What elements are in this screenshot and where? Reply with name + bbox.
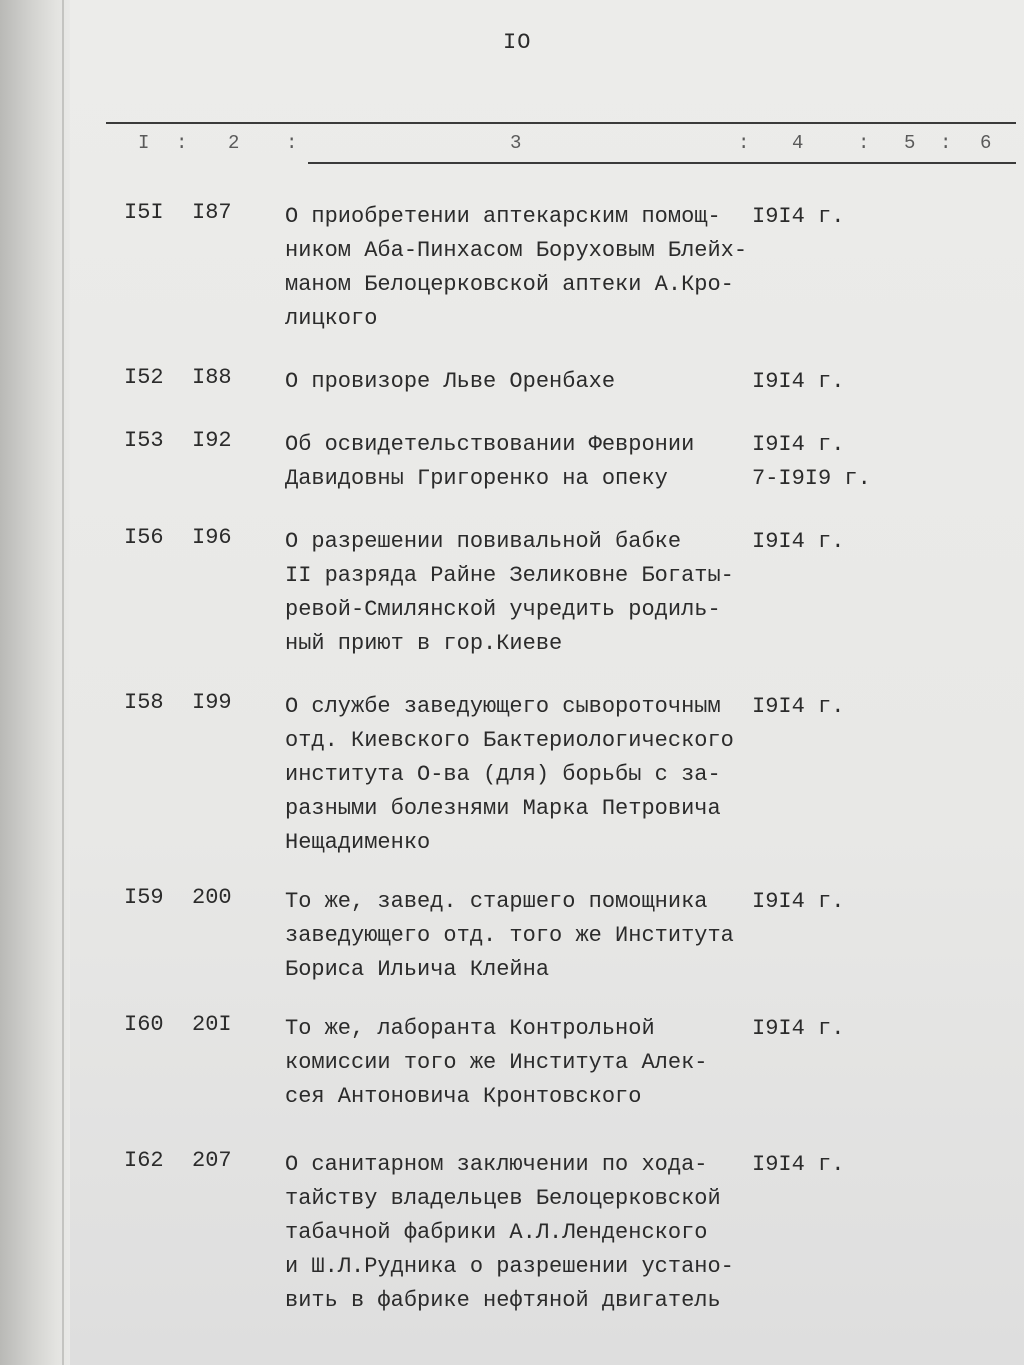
entry-title-line: и Ш.Л.Рудника о разрешении устано- (285, 1254, 734, 1279)
entry-number: I62 (124, 1148, 164, 1173)
entry-title (285, 690, 755, 860)
entry-dates (752, 365, 844, 399)
entry-title-line: То же, лаборанта Контрольной (285, 1016, 655, 1041)
entry-number: I5I (124, 200, 164, 225)
file-number: 200 (192, 885, 232, 910)
entry-title-line: Бориса Ильича Клейна (285, 957, 550, 982)
entry-title-line: тайству владельцев Белоцерковской (285, 1186, 721, 1211)
entry-date: I9I4 г. (752, 369, 845, 394)
entry-title (285, 1148, 755, 1318)
entry-title-line: лицкого (285, 306, 378, 331)
entry-title-line: разными болезнями Марка Петровича (285, 796, 721, 821)
entry-dates (752, 690, 844, 724)
entry-date: I9I4 г. (752, 204, 845, 229)
entry-title-line: О разрешении повивальной бабке (285, 529, 682, 554)
entry-title (285, 365, 755, 399)
entry-title-line: вить в фабрике нефтяной двигатель (285, 1288, 721, 1313)
entry-title-line: О приобретении аптекарским помощ- (285, 204, 721, 229)
entry-title-line: ником Аба-Пинхасом Боруховым Блейх- (285, 238, 748, 263)
entry-title-line: маном Белоцерковской аптеки А.Кро- (285, 272, 734, 297)
file-number: I99 (192, 690, 232, 715)
entry-number: I60 (124, 1012, 164, 1037)
book-spine-shadow (0, 0, 70, 1365)
entry-title-line: О санитарном заключении по хода- (285, 1152, 708, 1177)
header-sep: : (176, 132, 188, 154)
entry-title-line: Нещадименко (285, 830, 431, 855)
entry-dates (752, 200, 844, 234)
entry-title-line: института О-ва (для) борьбы с за- (285, 762, 721, 787)
entry-dates (752, 1148, 844, 1182)
entry-title-line: Давидовны Григоренко на опеку (285, 466, 668, 491)
entry-dates (752, 1012, 844, 1046)
entry-title-line: II разряда Райне Зеликовне Богаты- (285, 563, 734, 588)
header-sep: : (286, 132, 298, 154)
entry-title-line: табачной фабрики А.Л.Ленденского (285, 1220, 708, 1245)
entry-date: I9I4 г. (752, 1016, 845, 1041)
header-col-1: I (138, 132, 150, 154)
entry-dates (752, 885, 844, 919)
header-col-5: 5 (904, 132, 916, 154)
header-sep: : (858, 132, 870, 154)
entry-title (285, 885, 755, 987)
file-number: I92 (192, 428, 232, 453)
entry-title (285, 525, 755, 661)
entry-date: I9I4 г. (752, 432, 845, 457)
entry-date: I9I4 г. (752, 889, 845, 914)
header-bottom-rule (308, 162, 1016, 164)
entry-title-line: О службе заведующего сывороточным (285, 694, 721, 719)
file-number: 207 (192, 1148, 232, 1173)
header-col-3: 3 (510, 132, 522, 154)
entry-dates (752, 525, 844, 559)
entry-title (285, 200, 755, 336)
entry-title (285, 1012, 755, 1114)
file-number: 20I (192, 1012, 232, 1037)
header-top-rule (106, 122, 1016, 124)
entry-title-line: сея Антоновича Кронтовского (285, 1084, 642, 1109)
entry-date: I9I4 г. (752, 1152, 845, 1177)
header-col-6: 6 (980, 132, 992, 154)
entry-number: I58 (124, 690, 164, 715)
header-sep: : (940, 132, 952, 154)
entry-date: 7-I9I9 г. (752, 466, 871, 491)
entry-title-line: ный приют в гор.Киеве (285, 631, 563, 656)
entry-number: I56 (124, 525, 164, 550)
page-number: IO (503, 30, 532, 55)
file-number: I96 (192, 525, 232, 550)
file-number: I87 (192, 200, 232, 225)
entry-title-line: отд. Киевского Бактериологического (285, 728, 734, 753)
page-edge (62, 0, 64, 1365)
entry-title-line: Об освидетельствовании Февронии (285, 432, 695, 457)
entry-title-line: комиссии того же Института Алек- (285, 1050, 708, 1075)
entry-title-line: ревой-Смилянской учредить родиль- (285, 597, 721, 622)
entry-dates (752, 428, 871, 496)
header-sep: : (738, 132, 750, 154)
entry-date: I9I4 г. (752, 529, 845, 554)
entry-title-line: То же, завед. старшего помощника (285, 889, 708, 914)
header-col-2: 2 (228, 132, 240, 154)
entry-title (285, 428, 755, 496)
entry-number: I52 (124, 365, 164, 390)
entry-number: I59 (124, 885, 164, 910)
entry-title-line: О провизоре Льве Оренбахе (285, 369, 616, 394)
file-number: I88 (192, 365, 232, 390)
entry-title-line: заведующего отд. того же Института (285, 923, 734, 948)
header-col-4: 4 (792, 132, 804, 154)
entry-number: I53 (124, 428, 164, 453)
column-header-row (100, 132, 1000, 162)
entry-date: I9I4 г. (752, 694, 845, 719)
